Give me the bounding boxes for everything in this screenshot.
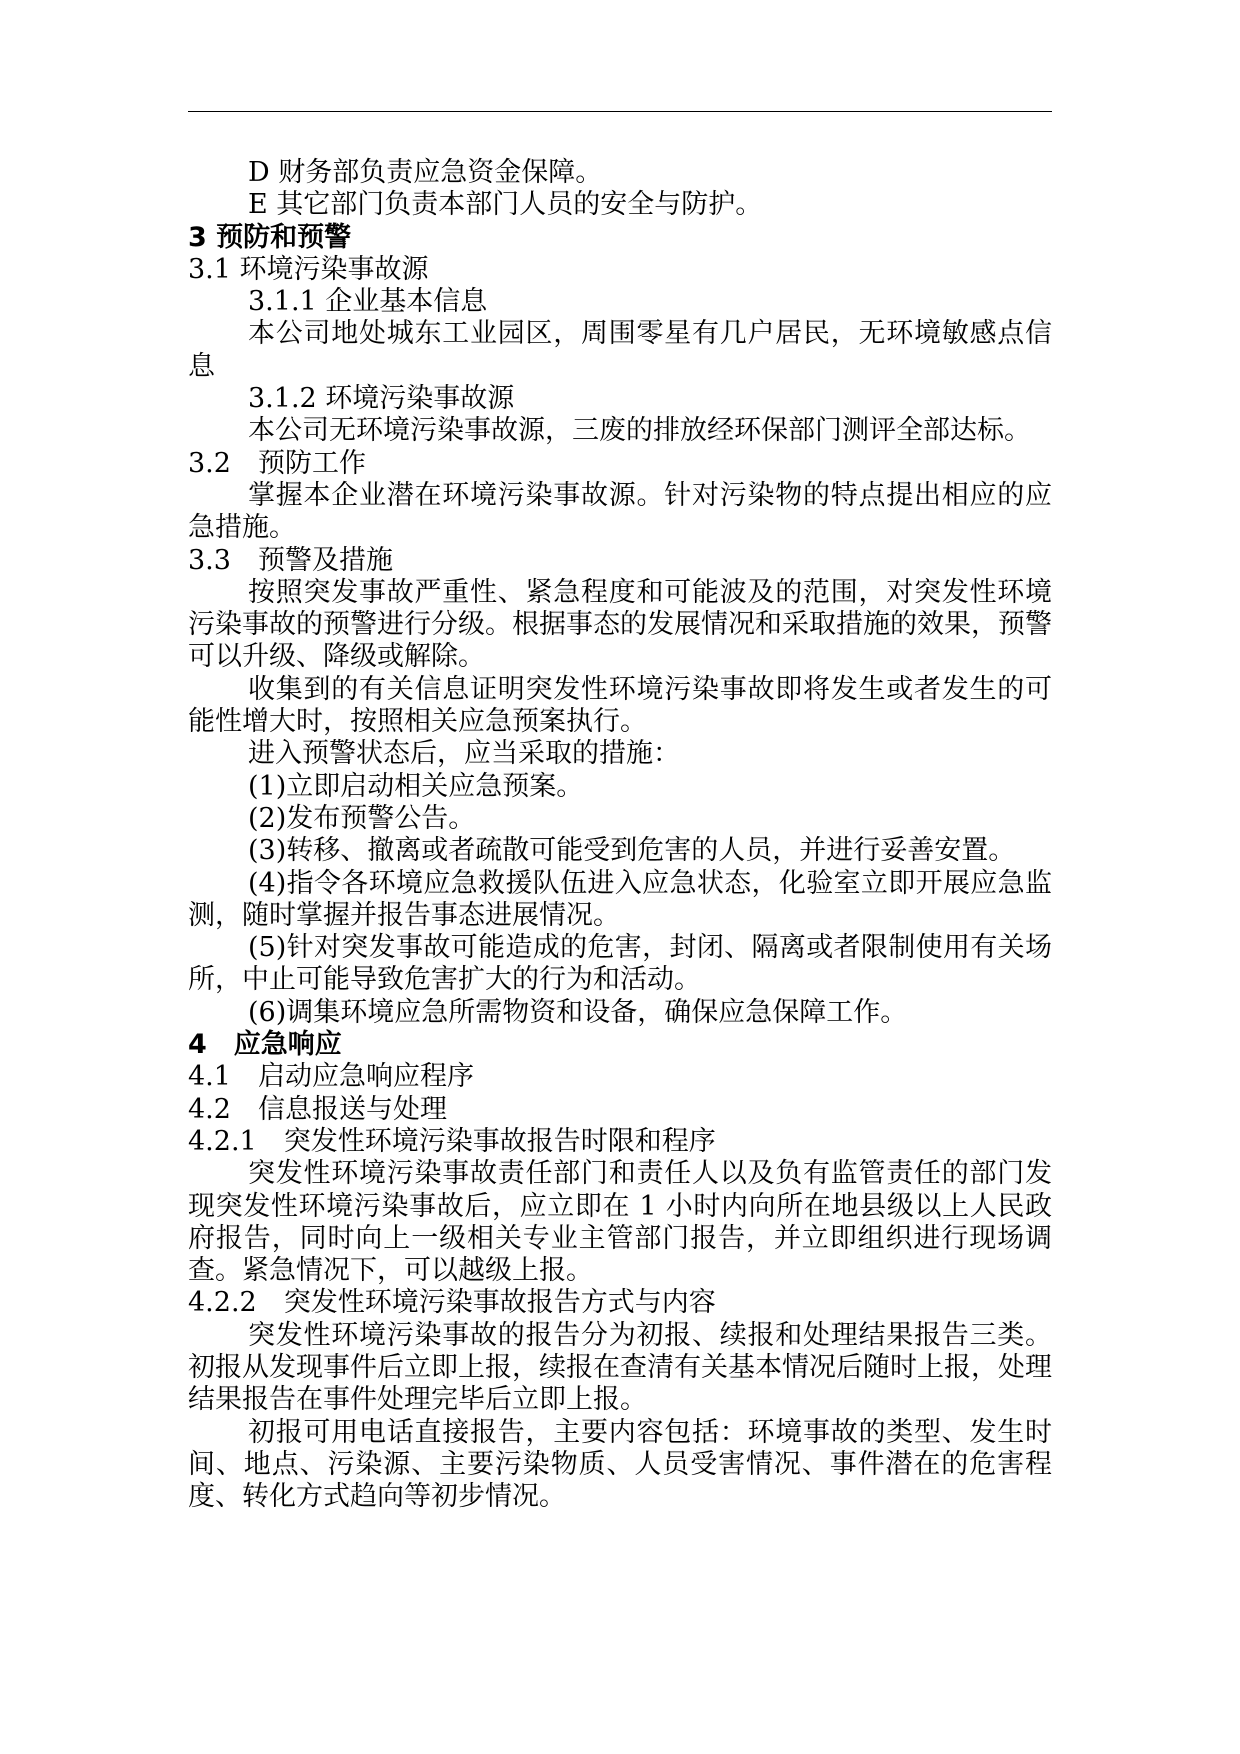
list-item: (2)发布预警公告。 [248,802,476,834]
paragraph: 进入预警状态后，应当采取的措施： [248,738,680,770]
paragraph: 突发性环境污染事故责任部门和责任人以及负有监管责任的部门发现突发性环境污染事故后，应立即在 1 小时内向所在地县级以上人民政府报告，同时向上一级相关专业主管部门报告，并立即组织进行现场调查。紧急情况下，可以越级上报。 [188,1158,1052,1287]
paragraph: 本公司地处城东工业园区，周围零星有几户居民，无环境敏感点信息 [188,318,1052,382]
subsubsection-heading: 4.2.2 突发性环境污染事故报告方式与内容 [188,1287,716,1319]
list-item: (1)立即启动相关应急预案。 [248,770,584,802]
subsection-heading: 4.1 启动应急响应程序 [188,1061,474,1093]
subsubsection-heading: 4.2.1 突发性环境污染事故报告时限和程序 [188,1125,716,1157]
paragraph: D 财务部负责应急资金保障。 [248,157,603,188]
paragraph: 收集到的有关信息证明突发性环境污染事故即将发生或者发生的可能性增大时，按照相关应急预案执行。 [188,673,1052,738]
section-heading: 3 预防和预警 [188,221,352,253]
subsection-heading: 3.3 预警及措施 [188,544,393,576]
subsection-heading: 4.2 信息报送与处理 [188,1093,447,1125]
list-item: (5)针对突发事故可能造成的危害，封闭、隔离或者限制使用有关场所，中止可能导致危害扩大的行为和活动。 [188,932,1052,996]
list-item: (3)转移、撤离或者疏散可能受到危害的人员，并进行妥善安置。 [248,835,1016,867]
paragraph: 突发性环境污染事故的报告分为初报、续报和处理结果报告三类。初报从发现事件后立即上报，续报在查清有关基本情况后随时上报，处理结果报告在事件处理完毕后立即上报。 [188,1319,1052,1416]
document-body [188,157,1052,1513]
paragraph: E 其它部门负责本部门人员的安全与防护。 [248,189,763,221]
subsection-heading: 3.1 环境污染事故源 [188,253,429,285]
subsubsection-heading: 3.1.2 环境污染事故源 [248,383,515,415]
list-item: (6)调集环境应急所需物资和设备，确保应急保障工作。 [248,996,908,1028]
paragraph: 掌握本企业潜在环境污染事故源。针对污染物的特点提出相应的应急措施。 [188,479,1052,544]
section-heading: 4 应急响应 [188,1029,342,1061]
header-rule [188,111,1052,112]
subsection-heading: 3.2 预防工作 [188,447,366,479]
paragraph: 按照突发事故严重性、紧急程度和可能波及的范围，对突发性环境污染事故的预警进行分级。根据事态的发展情况和采取措施的效果，预警可以升级、降级或解除。 [188,576,1052,673]
paragraph: 本公司无环境污染事故源，三废的排放经环保部门测评全部达标。 [248,415,1031,447]
paragraph: 初报可用电话直接报告，主要内容包括：环境事故的类型、发生时间、地点、污染源、主要污染物质、人员受害情况、事件潜在的危害程度、转化方式趋向等初步情况。 [188,1416,1052,1513]
subsubsection-heading: 3.1.1 企业基本信息 [248,286,488,318]
list-item: (4)指令各环境应急救援队伍进入应急状态，化验室立即开展应急监测，随时掌握并报告事态进展情况。 [188,867,1052,931]
